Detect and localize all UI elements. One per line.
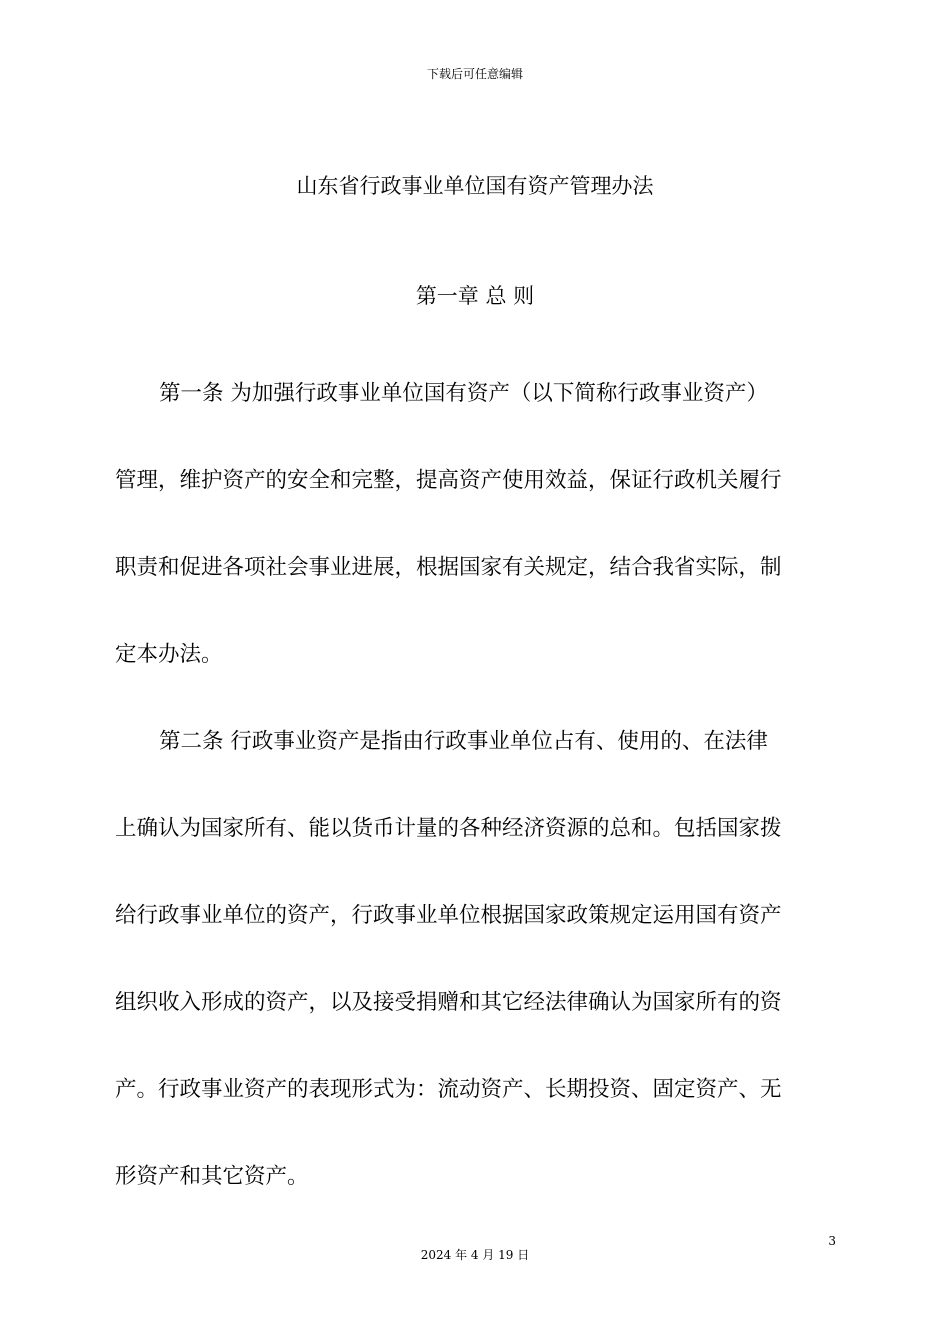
document-title: 山东省行政事业单位国有资产管理办法	[296, 174, 654, 198]
header-note: 下载后可任意编辑	[426, 67, 523, 81]
article-2-line-3: 给行政事业单位的资产，行政事业单位根据国家政策规定运用国有资产	[115, 903, 782, 928]
article-2-line-5: 产。行政事业资产的表现形式为：流动资产、长期投资、固定资产、无	[115, 1077, 782, 1102]
article-2-line-6: 形资产和其它资产。	[115, 1164, 309, 1189]
article-2-line-4: 组织收入形成的资产，以及接受捐赠和其它经法律确认为国家所有的资	[115, 990, 782, 1015]
article-2-line-2: 上确认为国家所有、能以货币计量的各种经济资源的总和。包括国家拨	[115, 816, 782, 841]
article-1-line-2: 管理，维护资产的安全和完整，提高资产使用效益，保证行政机关履行	[115, 468, 782, 493]
article-2-line-1: 第二条 行政事业资产是指由行政事业单位占有、使用的、在法律	[159, 729, 768, 754]
article-1-line-1: 第一条 为加强行政事业单位国有资产（以下简称行政事业资产）	[159, 381, 768, 406]
article-1-line-4: 定本办法。	[115, 642, 223, 667]
article-1	[115, 374, 835, 722]
footer-date: 2024 年 4 月 19 日	[420, 1248, 530, 1262]
article-2	[115, 722, 835, 1244]
document-body	[115, 374, 835, 1244]
page-number: 3	[828, 1234, 836, 1248]
article-1-line-3: 职责和促进各项社会事业进展，根据国家有关规定，结合我省实际，制	[115, 555, 782, 580]
chapter-title: 第一章 总 则	[415, 284, 535, 308]
